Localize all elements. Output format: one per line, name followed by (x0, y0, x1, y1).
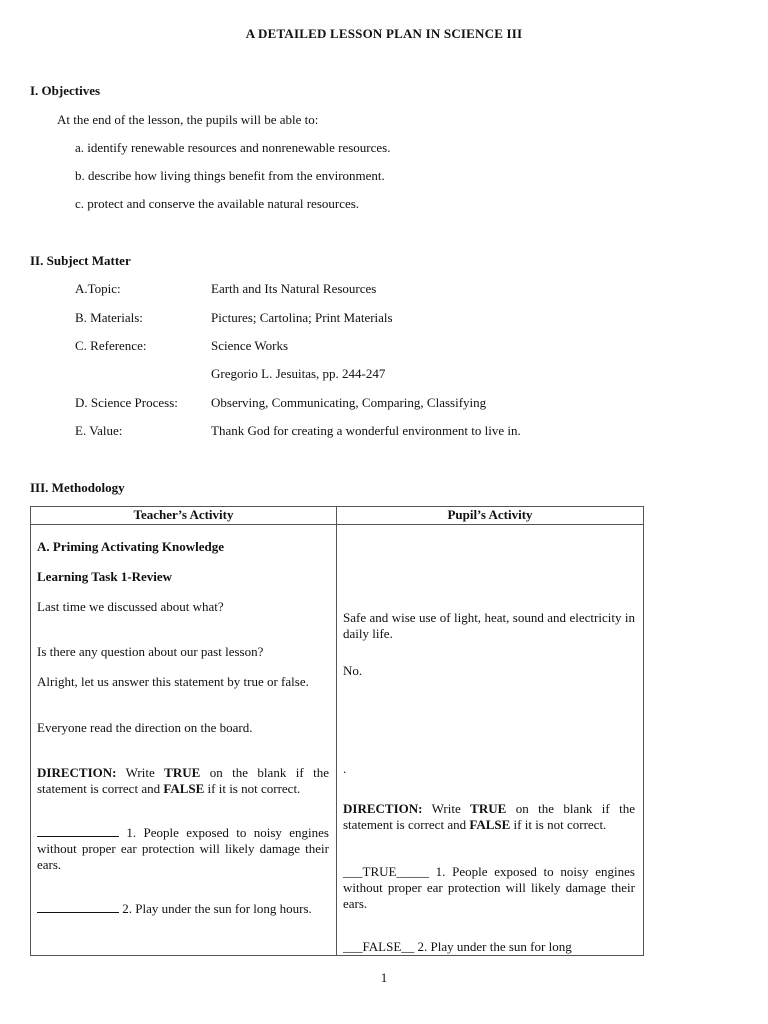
pupil-item-1-text: 1. People exposed to noisy engines without proper ear protection will likely damage their ears. (343, 864, 635, 911)
pupil-direction-text-2: on the blank if the statement is correct and (343, 801, 635, 832)
teacher-item-1 (37, 825, 329, 873)
direction-false: FALSE (163, 781, 205, 796)
methodology-table (30, 506, 644, 956)
reference-author: Gregorio L. Jesuitas, pp. 244-247 (211, 366, 386, 381)
teacher-item-2-text: 2. Play under the sun for long hours. (119, 901, 312, 916)
science-process-value: Observing, Communicating, Comparing, Classifying (211, 395, 487, 410)
science-process-label: D. Science Process: (75, 395, 178, 410)
objective-item-a: a. identify renewable resources and nonrenewable resources. (75, 140, 391, 155)
pupil-direction (343, 801, 635, 833)
pupil-item-1 (343, 864, 635, 912)
materials-label: B. Materials: (75, 310, 143, 325)
direction-label: DIRECTION: (37, 765, 117, 780)
teacher-question-1: Last time we discussed about what? (37, 599, 224, 614)
pupil-item-2 (343, 939, 635, 955)
value-value: Thank God for creating a wonderful environment to live in. (211, 423, 521, 438)
priming-heading: A. Priming Activating Knowledge (37, 539, 225, 554)
teacher-activity-cell (31, 525, 337, 956)
document-title: A DETAILED LESSON PLAN IN SCIENCE III (245, 26, 523, 41)
pupil-direction-text-3: if it is not correct. (510, 817, 607, 832)
reference-label: C. Reference: (75, 338, 147, 353)
pupil-activity-header: Pupil’s Activity (337, 507, 644, 525)
topic-value: Earth and Its Natural Resources (211, 281, 377, 296)
teacher-instruction-1: Alright, let us answer this statement by true or false. (37, 674, 309, 689)
value-label: E. Value: (75, 423, 123, 438)
direction-text-1: Write (116, 765, 165, 780)
pupil-answer-2: No. (343, 663, 363, 678)
teacher-question-2: Is there any question about our past lesson? (37, 644, 264, 659)
pupil-direction-true: TRUE (470, 801, 507, 816)
direction-text-3: if it is not correct. (204, 781, 301, 796)
answer-blank-1 (37, 825, 119, 837)
direction-text-2: on the blank if the statement is correct and (37, 765, 329, 796)
teacher-instruction-2: Everyone read the direction on the board. (37, 720, 253, 735)
pupil-item-2-text: 2. Play under the sun for long (414, 939, 572, 954)
teacher-activity-header: Teacher’s Activity (31, 507, 337, 525)
objectives-heading: I. Objectives (30, 83, 101, 98)
methodology-heading: III. Methodology (30, 480, 125, 495)
objective-item-c: c. protect and conserve the available natural resources. (75, 196, 360, 211)
pupil-direction-label: DIRECTION: (343, 801, 423, 816)
learning-task-heading: Learning Task 1-Review (37, 569, 173, 584)
objective-item-b: b. describe how living things benefit from the environment. (75, 168, 385, 183)
pupil-answer-true: ___TRUE_____ (343, 864, 429, 879)
pupil-direction-false: FALSE (469, 817, 511, 832)
page-number: 1 (380, 970, 388, 985)
materials-value: Pictures; Cartolina; Print Materials (211, 310, 393, 325)
answer-blank-2 (37, 901, 119, 913)
teacher-direction (37, 765, 329, 797)
topic-label: A.Topic: (75, 281, 121, 296)
direction-true: TRUE (164, 765, 201, 780)
teacher-item-2 (37, 901, 329, 917)
objectives-intro: At the end of the lesson, the pupils will be able to: (57, 112, 319, 127)
pupil-dot: . (343, 761, 347, 776)
subject-matter-heading: II. Subject Matter (30, 253, 131, 268)
pupil-direction-text-1: Write (422, 801, 471, 816)
teacher-item-1-text: 1. People exposed to noisy engines without proper ear protection will likely damage their ears. (37, 825, 329, 872)
reference-value: Science Works (211, 338, 289, 353)
pupil-answer-1: Safe and wise use of light, heat, sound and electricity in daily life. (343, 610, 635, 641)
pupil-activity-cell (337, 525, 644, 956)
pupil-answer-false: ___FALSE__ (343, 939, 415, 954)
